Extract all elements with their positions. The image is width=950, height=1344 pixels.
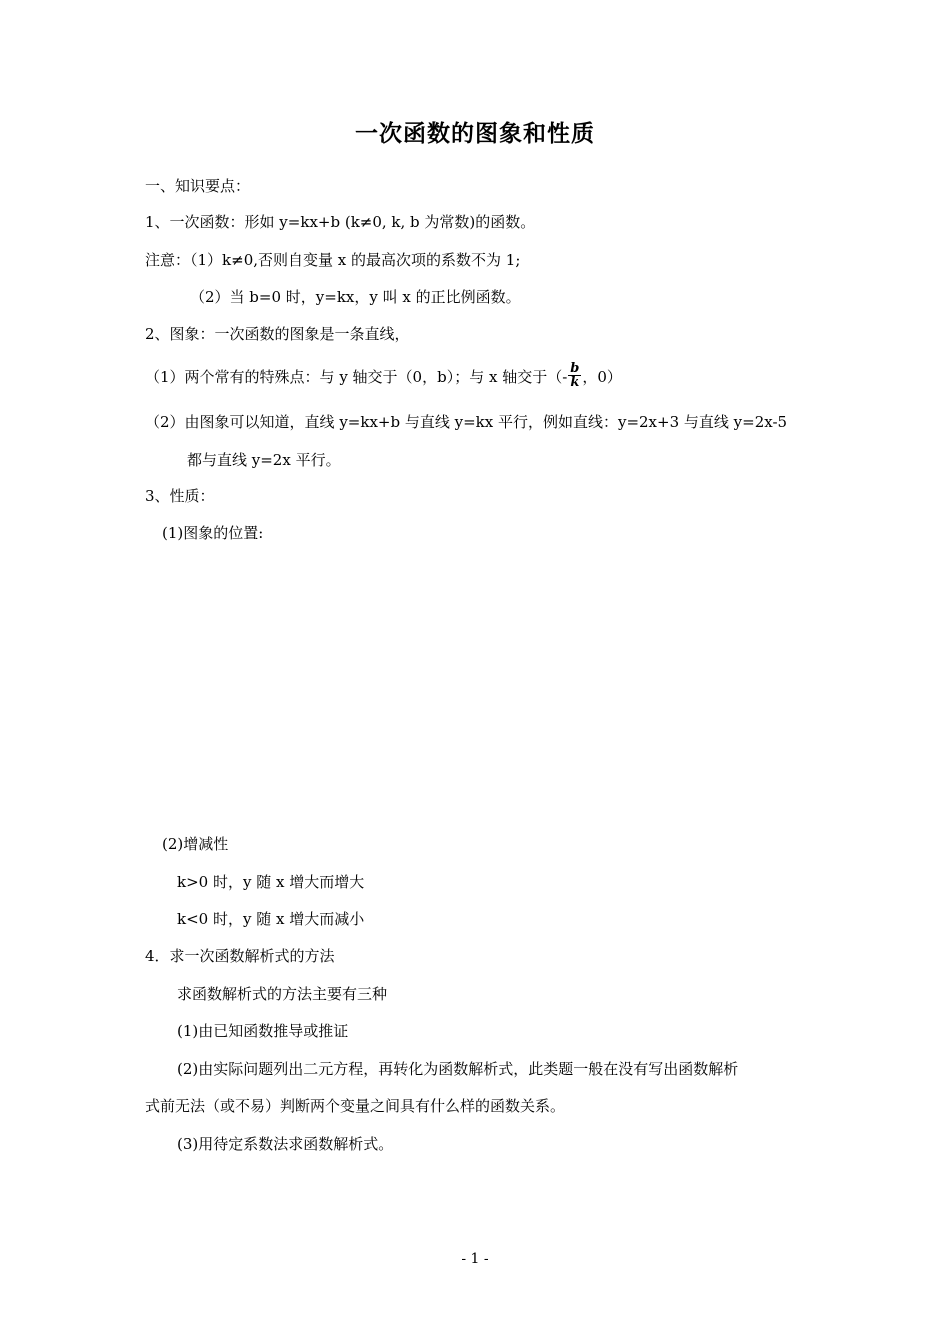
- section-heading-methods: 4．求一次函数解析式的方法: [145, 947, 335, 965]
- special-points-prefix: （1）两个常有的特殊点：与 y 轴交于（0，b）；与 x 轴交于（-: [145, 368, 568, 386]
- monotonic-heading: (2)增减性: [162, 835, 229, 853]
- special-points-suffix: ，0）: [582, 368, 622, 386]
- note-text-1: 注意：（1）k≠0,否则自变量 x 的最高次项的系数不为 1;: [145, 251, 521, 269]
- note-text-2: （2）当 b=0 时，y=kx，y 叫 x 的正比例函数。: [190, 288, 521, 306]
- method-2-line-1: (2)由实际问题列出二元方程，再转化为函数解析式，此类题一般在没有写出函数解析: [177, 1060, 739, 1078]
- increasing-text: k>0 时，y 随 x 增大而增大: [177, 873, 365, 891]
- section-heading-knowledge: 一、知识要点：: [145, 177, 251, 195]
- methods-intro: 求函数解析式的方法主要有三种: [177, 985, 388, 1003]
- page-title: 一次函数的图象和性质: [355, 121, 595, 147]
- page-number: - 1 -: [461, 1251, 489, 1267]
- position-text: (1)图象的位置:: [162, 524, 264, 542]
- fraction-b-over-k: [568, 362, 581, 389]
- method-1: (1)由已知函数推导或推证: [177, 1022, 349, 1040]
- parallel-text-1: （2）由图象可以知道，直线 y=kx+b 与直线 y=kx 平行，例如直线：y=2x+3 与直线 y=2x-5: [145, 413, 788, 431]
- special-points-text: [145, 360, 622, 390]
- method-2-line-2: 式前无法（或不易）判断两个变量之间具有什么样的函数关系。: [145, 1097, 566, 1115]
- section-heading-properties: 3、性质：: [145, 487, 215, 505]
- fraction-denominator: k: [570, 374, 580, 390]
- method-3: (3)用待定系数法求函数解析式。: [177, 1135, 394, 1153]
- decreasing-text: k<0 时，y 随 x 增大而减小: [177, 910, 365, 928]
- fraction-numerator: b: [570, 360, 580, 376]
- section-heading-graph: 2、图象：一次函数的图象是一条直线，: [145, 325, 410, 343]
- definition-text: 1、一次函数：形如 y=kx+b (k≠0, k, b 为常数)的函数。: [145, 213, 536, 231]
- parallel-text-2: 都与直线 y=2x 平行。: [187, 451, 341, 469]
